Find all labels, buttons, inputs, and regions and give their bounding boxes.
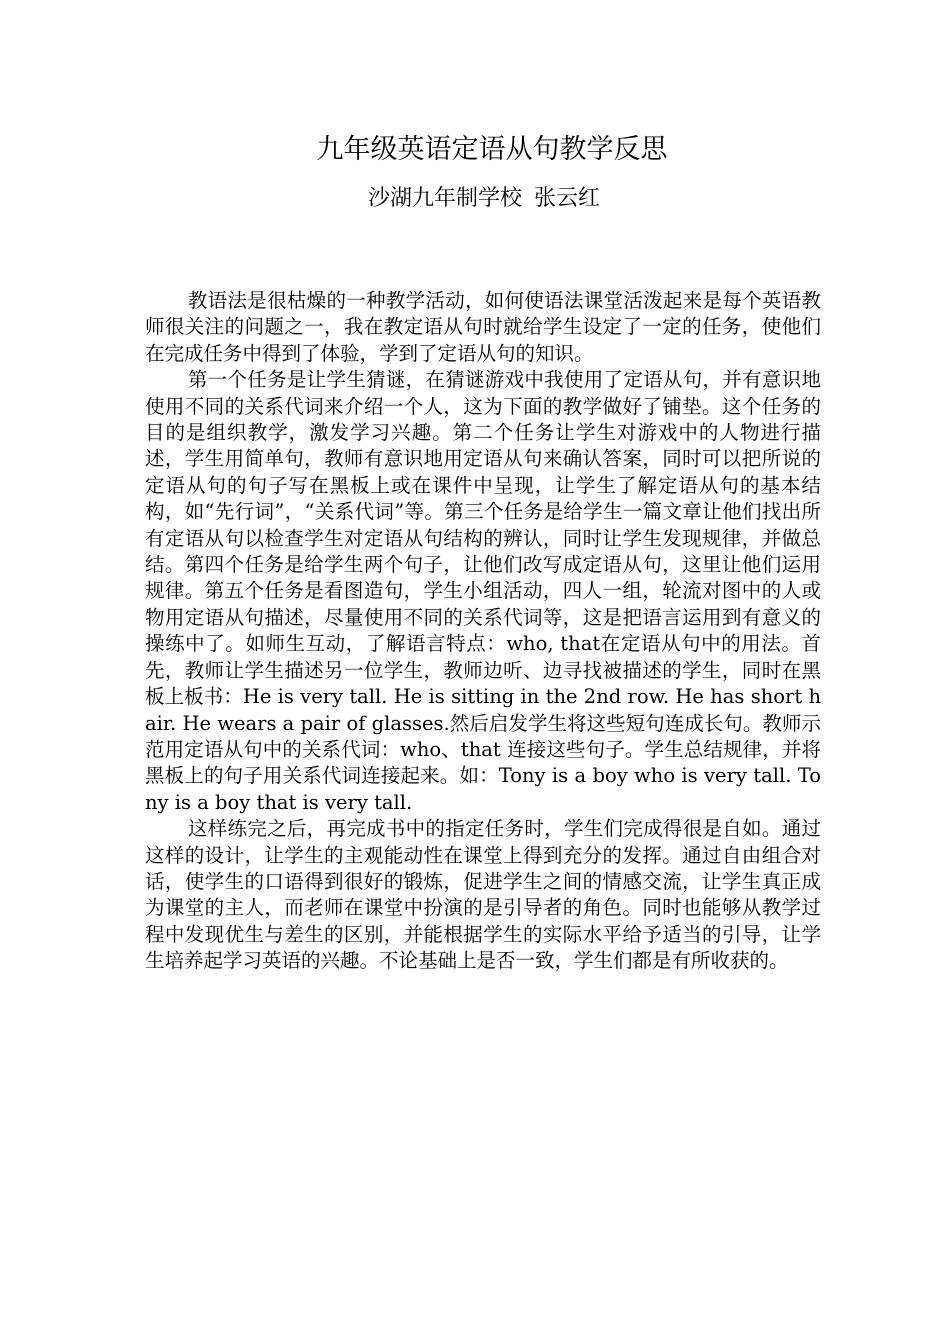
- paragraph-1: 教语法是很枯燥的一种教学活动，如何使语法课堂活泼起来是每个英语教师很关注的问题之一，我在教定语从句时就给学生设定了一定的任务，使他们在完成任务中得到了体验，学到了定语从句的知识。: [145, 289, 821, 365]
- document-body: [145, 288, 821, 975]
- author-school: 沙湖九年制学校: [367, 186, 522, 211]
- paragraph-2: 第一个任务是让学生猜谜，在猜谜游戏中我使用了定语从句，并有意识地使用不同的关系代词来介绍一个人，这为下面的教学做好了铺垫。这个任务的目的是组织教学，激发学习兴趣。第二个任务让学生对游戏中的人物进行描述，学生用简单句，教师有意识地用定语从句来确认答案，同时可以把所说的定语从句的句子写在黑板上或在课件中呈现，让学生了解定语从句的基本结构，如“先行词”，“关系代词”等。第三个任务是给学生一篇文章让他们找出所有定语从句以检查学生对定语从句结构的辨认，同时让学生发现规律，并做总结。第四个任务是给学生两个句子，让他们改写成定语从句，这里让他们运用规律。第五个任务是看图造句，学生小组活动，四人一组，轮流对图中的人或物用定语从句描述，尽量使用不同的关系代词等，这是把语言运用到有意义的操练中了。如师生互动，了解语言特点：who, that在定语从句中的用法。首先，教师让学生描述另一位学生，教师边听、边寻找被描述的学生，同时在黑板上板书：He is very tall. He is sitting in the 2nd row. He has short hair. He wears a pair of glasses.然后启发学生将这些短句连成长句。教师示范用定语从句中的关系代词：who、that 连接这些句子。学生总结规律，并将黑板上的句子用关系代词连接起来。如：Tony is a boy who is very tall. Tony is a boy that is very tall.: [145, 368, 821, 814]
- paragraph-3: 这样练完之后，再完成书中的指定任务时，学生们完成得很是自如。通过这样的设计，让学生的主观能动性在课堂上得到充分的发挥。通过自由组合对话，使学生的口语得到很好的锻炼，促进学生之间的情感交流，让学生真正成为课堂的主人，而老师在课堂中扮演的是引导者的角色。同时也能够从教学过程中发现优生与差生的区别，并能根据学生的实际水平给予适当的引导，让学生培养起学习英语的兴趣。不论基础上是否一致，学生们都是有所收获的。: [145, 817, 821, 973]
- author-line: [0, 183, 950, 215]
- document-title: 九年级英语定语从句教学反思: [316, 134, 668, 165]
- author-name: 张云红: [534, 186, 601, 211]
